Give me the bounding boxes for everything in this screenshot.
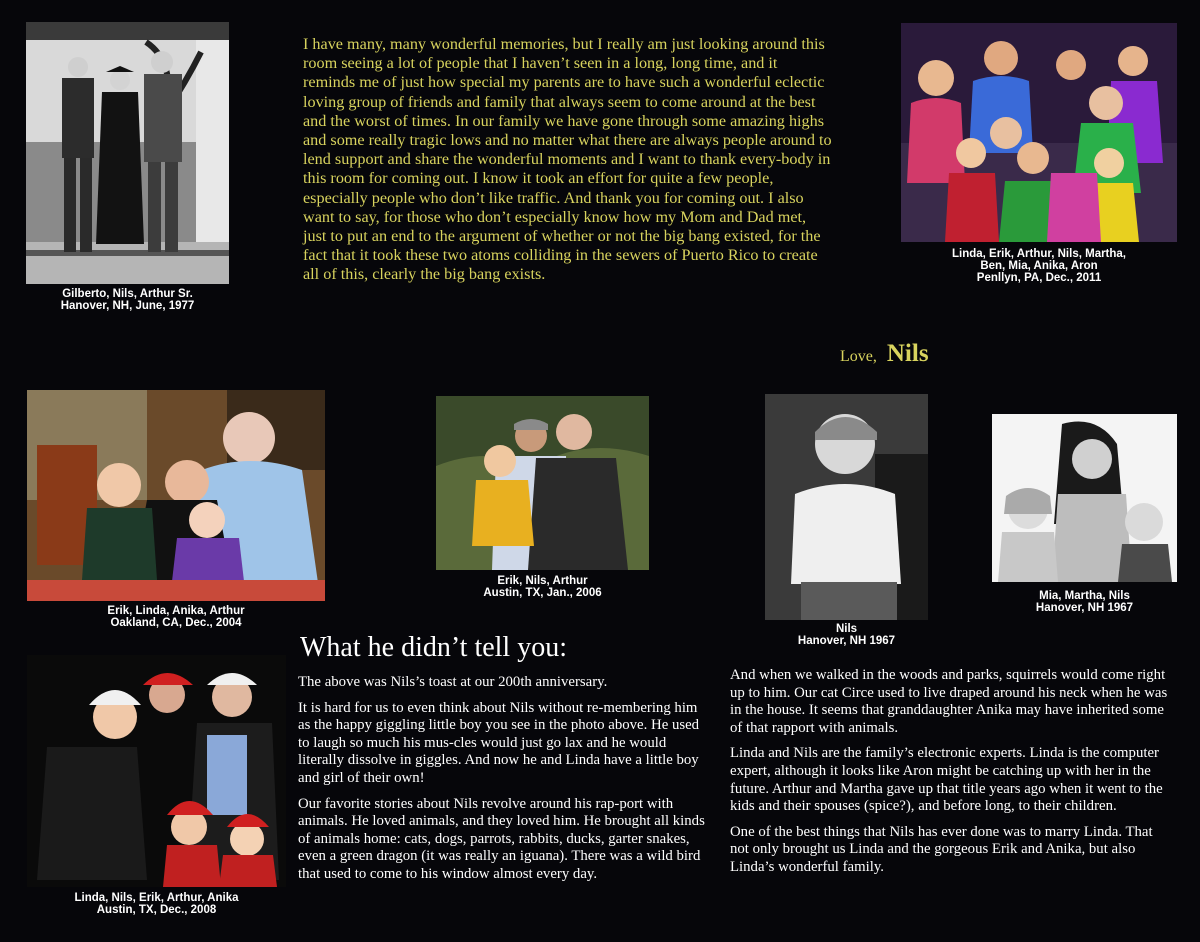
photo-austin-2006 — [436, 396, 649, 570]
caption-line: Penllyn, PA, Dec., 2011 — [976, 272, 1102, 284]
caption-family-2011 — [901, 248, 1177, 284]
caption-line: Hanover, NH 1967 — [1035, 602, 1134, 614]
caption-line: Erik, Nils, Arthur — [497, 575, 588, 587]
caption-line: Nils — [835, 623, 858, 635]
caption-oakland — [27, 605, 325, 629]
caption-mia-martha-nils — [992, 590, 1177, 614]
signature-block — [840, 340, 929, 368]
closing-word: Love, — [840, 348, 877, 365]
caption-line: Linda, Erik, Arthur, Nils, Martha, — [951, 248, 1127, 260]
photo-austin-2008 — [27, 655, 286, 887]
story-paragraph: And when we walked in the woods and parks, squirrels would come right up to him. Our cat Circe used to live draped around his neck when he was in the house. It seems that granddaughter Anika may have inherited some of that rapport with animals. — [730, 667, 1168, 736]
photo-family-2011 — [901, 23, 1177, 242]
caption-line: Austin, TX, Dec., 2008 — [96, 904, 217, 916]
caption-line: Mia, Martha, Nils — [1039, 590, 1130, 602]
caption-line: Gilberto, Nils, Arthur Sr. — [62, 288, 193, 300]
photo-nils-1967 — [765, 394, 928, 620]
signature-name: Nils — [886, 340, 929, 367]
caption-line: Austin, TX, Jan., 2006 — [483, 587, 602, 599]
story-paragraph: It is hard for us to even think about Nils without re-membering him as the happy giggling little boy you see in the photo above. He used to laugh so much his mus-cles would just go lax and he would literally dissolve in giggles. And now he and Linda have a little boy and girl of their own! — [298, 699, 700, 786]
photo-oakland — [27, 390, 325, 601]
story-column-left — [298, 674, 708, 892]
caption-line: Hanover, NH, June, 1977 — [60, 300, 195, 312]
story-paragraph: Our favorite stories about Nils revolve around his rap-port with animals. He loved animals, and they loved him. He brought all kinds of animals home: cats, dogs, parrots, rabbits, ducks, garter snakes, even a green dragon (it was really an iguana). There was a wild bird that used to come to his window almost every day. — [298, 795, 705, 882]
story-paragraph: One of the best things that Nils has ever done was to marry Linda. That not only brought us Linda and the gorgeous Erik and Anika, but also Linda’s wonderful family. — [730, 823, 1153, 875]
caption-austin-2006 — [436, 575, 649, 599]
toast-text: I have many, many wonderful memories, but I really am just looking around this room seeing a lot of people that I haven’t seen in a long, long time, and it reminds me of just how special my parents are to have such a wonderful eclectic loving group of friends and family that always seem to come around at the best and the worst of times. In our family we have gone through some amazing highs and some really tragic lows and no matter what there are always people around to lend support and share the wonderful moments and I want to thank every-body in this room for coming out. I know it took an effort for quite a few people, especially people who don’t like traffic. And thank you for coming out. I also want to say, for those who don’t especially know how my Mom and Dad met, just to put an end to the argument of whether or not the big bang existed, for the fact that it took these two atoms colliding in the sewers of Puerto Rico to create all of this, clearly the big bang exists. — [303, 35, 832, 284]
section-heading: What he didn’t tell you: — [300, 632, 567, 663]
story-paragraph: Linda and Nils are the family’s electronic experts. Linda is the computer expert, although it looks like Aron might be catching up with her in the future. Arthur and Martha gave up that title years ago when it went to the kids and their spouses (spice?), and before long, to their children. — [730, 745, 1163, 815]
photo-graduation — [26, 22, 229, 284]
caption-austin-2008 — [27, 892, 286, 916]
caption-nils-1967 — [765, 623, 928, 647]
story-column-right — [730, 667, 1168, 885]
story-paragraph: The above was Nils’s toast at our 200th anniversary. — [298, 674, 608, 690]
caption-line: Linda, Nils, Erik, Arthur, Anika — [74, 892, 239, 904]
caption-graduation — [26, 288, 229, 312]
caption-line: Ben, Mia, Anika, Aron — [980, 260, 1098, 272]
photo-mia-martha-nils — [992, 414, 1177, 582]
caption-line: Hanover, NH 1967 — [797, 635, 896, 647]
caption-line: Oakland, CA, Dec., 2004 — [110, 617, 242, 629]
caption-line: Erik, Linda, Anika, Arthur — [107, 605, 245, 617]
